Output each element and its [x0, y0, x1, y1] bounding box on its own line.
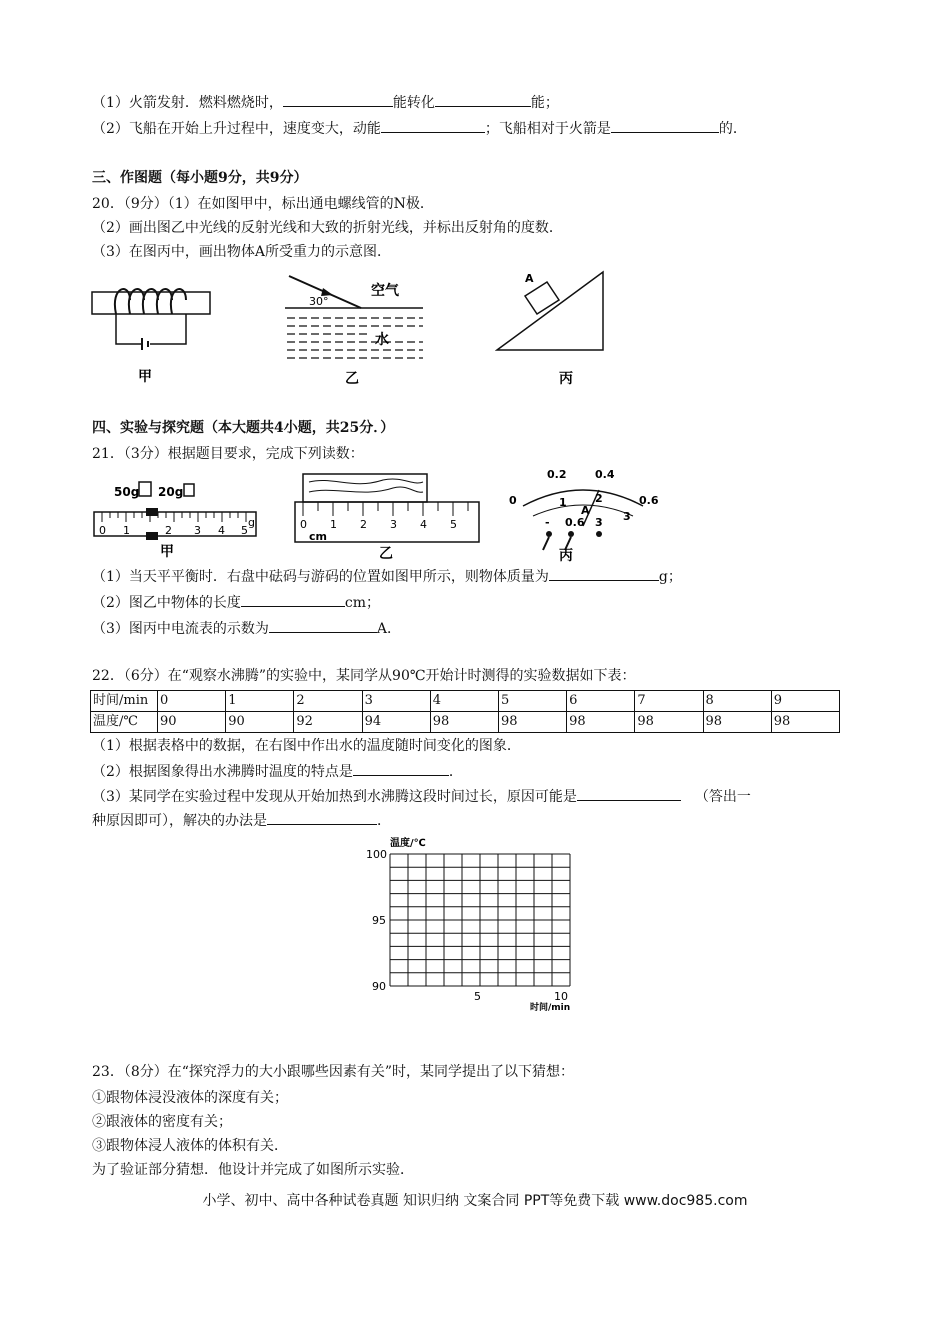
ruler-tick: 5 — [450, 518, 457, 531]
table-cell: 9 — [771, 691, 839, 712]
ammeter-scale: 0.4 — [595, 468, 615, 481]
fig-label-yi: 乙 — [345, 371, 359, 387]
q21-line1: 21．（3分）根据题目要求，完成下列读数： — [92, 446, 364, 462]
q22-part3-cont: 种原因即可），解决的办法是 ． — [92, 810, 391, 831]
answer-blank[interactable] — [549, 566, 659, 581]
figure-ruler — [293, 468, 483, 562]
ruler-tick: 2 — [360, 518, 367, 531]
q20-line1: 20．（9分）（1）在如图甲中，标出通电螺线管的N极． — [92, 196, 434, 212]
ammeter-scale: 1 — [559, 496, 567, 509]
q21-part1: （1）当天平平衡时．右盘中砝码与游码的位置如图甲所示，则物体质量为 g； — [92, 566, 682, 587]
table-cell: 90 — [226, 712, 294, 733]
table-cell: 98 — [567, 712, 635, 733]
weight-50g: 50g — [114, 485, 140, 499]
ruler-unit: cm — [309, 530, 327, 543]
answer-blank[interactable] — [269, 618, 377, 633]
table-cell: 5 — [498, 691, 566, 712]
q23-guess2: ②跟液体的密度有关； — [92, 1114, 232, 1130]
figure-ammeter — [503, 464, 663, 564]
ruler-tick: 4 — [420, 518, 427, 531]
data-table — [90, 690, 840, 733]
answer-blank[interactable] — [267, 810, 377, 825]
figure-refraction — [283, 268, 428, 390]
graph-xtick: 5 — [474, 990, 481, 1003]
table-cell: 90 — [158, 712, 226, 733]
table-cell: 3 — [362, 691, 430, 712]
page-footer: 小学、初中、高中各种试卷真题 知识归纳 文案合同 PPT等免费下载 www.doc985.com — [202, 1193, 748, 1209]
balance-tick: 4 — [218, 524, 225, 537]
answer-blank[interactable] — [611, 118, 719, 133]
q23-line5: 为了验证部分猜想．他设计并完成了如图所示实验． — [92, 1162, 414, 1178]
answer-blank[interactable] — [577, 786, 681, 801]
table-header-cell: 温度/℃ — [91, 712, 158, 733]
ammeter-scale: 2 — [595, 492, 603, 505]
balance-unit: g — [248, 516, 255, 529]
q21-part2: （2）图乙中物体的长度 cm； — [92, 592, 380, 613]
ammeter-scale: 0 — [509, 494, 517, 507]
fig-label-bing-21: 丙 — [559, 548, 573, 564]
table-header-cell: 时间/min — [91, 691, 158, 712]
q23-guess1: ①跟物体浸没液体的深度有关； — [92, 1090, 288, 1106]
table-cell: 4 — [430, 691, 498, 712]
graph-ytick: 90 — [372, 980, 386, 993]
graph-ytick: 95 — [372, 914, 386, 927]
answer-blank[interactable] — [381, 118, 485, 133]
answer-blank[interactable] — [283, 92, 393, 107]
table-cell: 8 — [703, 691, 771, 712]
section-4-title: 四、实验与探究题（本大题共4小题，共25分．） — [92, 420, 395, 436]
balance-tick: 5 — [241, 524, 248, 537]
balance-tick: 0 — [99, 524, 106, 537]
q21-part3: （3）图丙中电流表的示数为 A． — [92, 618, 401, 639]
fig-label-bing: 丙 — [559, 371, 573, 387]
ammeter-terminal: 3 — [595, 516, 603, 529]
table-cell: 98 — [771, 712, 839, 733]
ruler-tick: 1 — [330, 518, 337, 531]
q22-part2: （2）根据图象得出水沸腾时温度的特点是 ． — [92, 761, 463, 782]
q20-line2: （2）画出图乙中光线的反射光线和大致的折射光线，并标出反射角的度数． — [92, 220, 563, 236]
section-3-title: 三、作图题（每小题9分，共9分） — [92, 170, 308, 186]
table-cell: 92 — [294, 712, 362, 733]
table-cell: 94 — [362, 712, 430, 733]
q22-part1: （1）根据表格中的数据，在右图中作出水的温度随时间变化的图象． — [92, 738, 521, 754]
q19-part2: （2）飞船在开始上升过程中，速度变大，动能 ；飞船相对于火箭是 的． — [92, 118, 747, 139]
figure-balance — [90, 468, 262, 562]
answer-blank[interactable] — [435, 92, 531, 107]
ammeter-scale: 3 — [623, 510, 631, 523]
object-a-label: A — [525, 272, 534, 285]
answer-blank[interactable] — [241, 592, 345, 607]
q23-guess3: ③跟物体浸人液体的体积有关． — [92, 1138, 288, 1154]
figure-incline — [495, 268, 610, 390]
ruler-tick: 3 — [390, 518, 397, 531]
fig-label-jia-21: 甲 — [160, 544, 174, 560]
angle-label: 30° — [309, 295, 329, 308]
fig-label-jia: 甲 — [138, 369, 152, 385]
ammeter-terminal: 0.6 — [565, 516, 585, 529]
graph-xtick: 10 — [554, 990, 568, 1003]
graph-ylabel: 温度/℃ — [390, 838, 426, 849]
graph-xlabel: 时间/min — [530, 1003, 571, 1013]
ruler-tick: 0 — [300, 518, 307, 531]
q22-line1: 22．（6分）在“观察水沸腾”的实验中，某同学从90℃开始计时测得的实验数据如下表： — [92, 668, 636, 684]
table-cell: 6 — [567, 691, 635, 712]
q20-line3: （3）在图丙中，画出物体A所受重力的示意图． — [92, 244, 392, 260]
balance-tick: 1 — [123, 524, 130, 537]
balance-tick: 2 — [165, 524, 172, 537]
table-row — [91, 712, 840, 733]
answer-blank[interactable] — [353, 761, 449, 776]
water-label: 水 — [375, 332, 389, 348]
air-label: 空气 — [371, 283, 399, 299]
table-cell: 2 — [294, 691, 362, 712]
graph-ytick: 100 — [366, 848, 387, 861]
q22-part3: （3）某同学在实验过程中发现从开始加热到水沸腾这段时间过长，原因可能是 （答出一 — [92, 786, 751, 807]
table-cell: 98 — [703, 712, 771, 733]
table-row — [91, 691, 840, 712]
table-cell: 1 — [226, 691, 294, 712]
temperature-graph[interactable] — [360, 832, 590, 1014]
ammeter-unit: A — [581, 504, 590, 517]
table-cell: 98 — [635, 712, 703, 733]
ammeter-terminal: - — [545, 516, 550, 529]
table-cell: 98 — [430, 712, 498, 733]
table-cell: 7 — [635, 691, 703, 712]
figure-solenoid — [90, 276, 215, 388]
ammeter-scale: 0.6 — [639, 494, 659, 507]
q19-part1: （1）火箭发射．燃料燃烧时， 能转化 能； — [92, 92, 559, 113]
table-cell: 0 — [158, 691, 226, 712]
table-cell: 98 — [498, 712, 566, 733]
ammeter-scale: 0.2 — [547, 468, 567, 481]
balance-tick: 3 — [194, 524, 201, 537]
weight-20g: 20g — [158, 485, 184, 499]
q23-line1: 23．（8分）在“探究浮力的大小跟哪些因素有关”时，某同学提出了以下猜想： — [92, 1064, 575, 1080]
fig-label-yi-21: 乙 — [379, 546, 393, 562]
